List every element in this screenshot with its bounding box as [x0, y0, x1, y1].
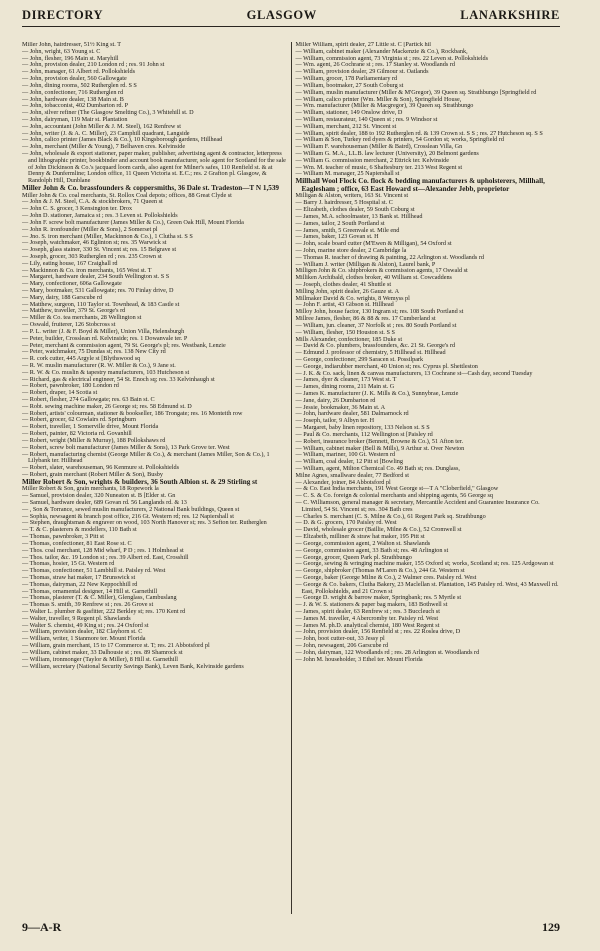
directory-entry: — Joseph, grocer, 303 Rutherglen rd ; res. 235 Crown st [22, 252, 162, 260]
directory-entry: — John, dairyman, 122 Woodlands rd ; res. 28 Arlington st. Woodlands rd [295, 648, 480, 656]
directory-entry: — John, dining rooms, 502 Rutherglen rd. S S [22, 81, 137, 89]
directory-entry: — Peter, merchant & commission agent, 79 St. George's pl; res. Westbank, Lenzie [22, 341, 226, 349]
directory-entry: — Jessie, bookmaker, 36 Main st. A [295, 403, 386, 411]
directory-entry: Milligan & Alston, writers, 163 St. Vincent st [295, 192, 409, 200]
directory-entry: — John, marine store dealer, 2 Cambridge la [295, 246, 407, 254]
directory-entry: — Robert, slater, warehouseman, 96 Kenmure st. Pollokshields [22, 464, 179, 472]
directory-entry: — James, spirit dealer, 63 Renfrew st ; res. 3 Buccleuch st [295, 608, 440, 615]
directory-entry: — John, newsagent, 206 Garscube rd [295, 642, 389, 650]
directory-entry: — William, grain merchant, 15 to 17 Commerce st. T; res. 21 Abbotsford pl [22, 642, 210, 650]
directory-entry: — William, calico printer (Wm. Miller & Son), Springfield House, [295, 95, 462, 103]
directory-entry: — John D. stationer, Jamaica st ; res. 3 Leven st. Pollokshields [22, 212, 178, 220]
directory-entry: — Peter, builder, Crosslean rd. Kelvinside; res. 1 Dowanvale ter. P [22, 334, 188, 342]
directory-entry: — R. W. muslin manufacturer (R. W. Miller & Co.), 9 Jane st. [22, 361, 176, 369]
directory-entry: — John, manager, 61 Albert rd. Pollokshields [22, 68, 136, 76]
directory-entry: — George, confectioner, 299 Saracen st. Possilpark [295, 355, 424, 363]
directory-entry: — Thomas S. smith, 39 Renfrew st ; res. 26 Grove st [22, 601, 154, 609]
directory-entry: — C. Williamson, general manager & secretary, Mercantile Accident and Guarantee Insurance Co. Limited, 54 St. Vincent st; res. 304 Bath cres [295, 499, 540, 513]
directory-entry: Miller John & Co. brassfounders & coppersmiths, 36 Dale st. Tradeston—T N 1,539 [22, 184, 280, 193]
directory-entry: — James, dining rooms, 211 Main st. G [295, 383, 395, 391]
directory-entry: — Joseph, glass stainer, 330 St. Vincent st; res. 15 Belgrave st [22, 246, 177, 254]
directory-entry: — Thos. coal merchant, 128 Mid wharf, P D ; res. 1 Holmhead st [22, 546, 184, 554]
directory-entry: — Robert, wright (Miller & Murray), 188 Pollokshaws rd [22, 436, 166, 444]
directory-entry: — William, ironmonger (Taylor & Miller), 8 Hill st. Garnethill [22, 655, 178, 663]
directory-entry: — John, confectioner, 716 Rutherglen rd [22, 88, 124, 96]
directory-entry: — Matthew, traveller, 379 St. George's rd [22, 307, 126, 315]
directory-entry: — George D. wright & barrow maker, Springbank; res. 5 Myrtle st [295, 594, 462, 602]
directory-entry: — William, provision dealer, 182 Clayhorn st. C [22, 628, 143, 636]
directory-entry: — William, restaurateur, 140 Queen st ; res. 9 Windsor st [295, 115, 438, 123]
directory-entry: — Mackinnon & Co. iron merchants, 165 West st. T [22, 266, 152, 274]
directory-entry: — J. & W. S. stationers & paper bag makers, 183 Bothwell st [295, 601, 448, 609]
left-column [22, 42, 291, 914]
directory-entry: — Mary, bootmaker, 531 Gallowgate; res. 70 Finlay drive, D [22, 287, 174, 295]
directory-entry: — Robert, pawnbroker, 180 London rd [22, 382, 119, 390]
directory-entry: — William, muslin manufacturer (Miller & M'Gregor), 39 Queen sq. Strathbungo [Springfield rd [295, 88, 537, 96]
directory-entry: — Thomas, plasterer (T. & C. Miller), Glenglass, Cambuslang [22, 594, 177, 602]
directory-entry: — James M. ph.D. analytical chemist, 180 West Regent st [295, 621, 440, 629]
directory-entry: — William F. warehouseman (Miller & Baird), Crosslean Villa, Gn [295, 143, 463, 151]
directory-entry: — John, provision dealer, 560 Gallowgate [22, 75, 127, 83]
directory-entry: — James K. manufacturer (J. K. Mills & Co.), Sunnybrae, Lenzie [295, 390, 459, 397]
directory-entry: — J. K. & Co. sack, linen & canvas manufacturers, 13 Cochrane st—Cash day, second Tuesday [295, 369, 533, 377]
directory-entry: — Robt. sewing machine maker, 26 George st; res. 58 Edmund st. D [22, 402, 192, 410]
directory-entry: — William, cabinet maker, 33 Dalhousie st ; res. 89 Shamrock st [22, 648, 183, 656]
directory-entry: — John, flesher, 196 Main st. Maryhill [22, 54, 119, 62]
directory-entry: — Samuel, provision dealer, 320 Nuneaton st. B [Elder st. Gn [22, 492, 176, 500]
directory-entry: — James, baker, 123 Govan st. H [295, 233, 379, 241]
directory-entry: — Mary, confectioner, 606a Gallowgate [22, 280, 122, 288]
columns [22, 42, 560, 914]
directory-entry: — William, spirit dealer, 188 to 192 Rutherglen rd. & 139 Crown st. S S ; res. 27 Hutcheson sq. S S [295, 129, 543, 137]
directory-entry: — John M. householder, 3 Ethel ter. Mount Florida [295, 655, 423, 663]
directory-entry: Milloy John, house factor, 130 Ingram st; res. 108 South Portland st [295, 308, 464, 316]
directory-entry: Miller William, spirit dealer, 27 Little st. C [Partick hil [295, 42, 431, 48]
directory-entry: — William, flesher, 150 Houston st. S S [295, 328, 395, 336]
directory-entry: — James, tailor, 2 South Portland st [295, 219, 385, 227]
directory-entry: — Robert, grocer, 62 Cowlairs rd. Springburn [22, 416, 137, 424]
directory-entry: — John, scale board cutter (M'Ewen & Milligan), 54 Oxford st [295, 240, 452, 248]
directory-page [22, 8, 560, 938]
directory-entry: — Thomas, dairyman, 22 New Keppochhill rd [22, 580, 138, 588]
directory-entry: — Samuel, hardware dealer, 689 Govan rd. 56 Langlands rd. & 13 [22, 499, 187, 506]
directory-entry: — Elizabeth, milliner & straw hat maker, 195 Pitt st [295, 533, 425, 541]
directory-entry: — William, merchant, 212 St. Vincent st [295, 122, 397, 130]
directory-entry: — John, silver refiner (The Glasgow Smelting Co.), 3 Whitehill st. D [22, 109, 194, 117]
directory-entry: — Lily, eating house, 167 Craighall rd [22, 259, 118, 267]
directory-entry: — William, jun. cleaner, 37 Norfolk st ; res. 80 South Portland st [295, 321, 457, 329]
directory-entry: — Robert, painter, 82 Victoria rd. Govanhill [22, 430, 132, 438]
directory-entry: — William, provision dealer, 29 Gilmour st. Oatlands [295, 68, 429, 76]
directory-entry: — Walter, traveller, 9 Regent pl. Shawlands [22, 614, 131, 622]
directory-entry: — Richard, gas & electrical engineer, 54 St. Enoch sq; res. 33 Kelvinhaugh st [22, 375, 215, 383]
directory-entry: — John, accountant (John Miller & J. M. Steel), 162 Renfrew st [22, 122, 181, 130]
directory-entry: Milne Agnes, smallware dealer, 77 Bedford st [295, 471, 410, 479]
directory-entry: — George, commission agent, 33 Bath st; res. 48 Arlington st [295, 546, 449, 554]
directory-entry: — William, agent, Milton Chemical Co. 49 Bath st; res. Dunglass, [295, 464, 460, 472]
directory-entry: — John, hardware dealer, 138 Main st. B [22, 95, 124, 103]
directory-entry: — R. W. & Co. muslin & tapestry manufacturers, 103 Hutcheson st [22, 368, 190, 376]
directory-entry: Millmaker David & Co. wrights, 8 Wemyss pl [295, 294, 410, 302]
directory-entry: — D. & G. grocers, 170 Paisley rd. West [295, 519, 397, 527]
directory-entry: — Wm. agent, 26 Cochrane st ; res. 17 Stanley st. Woodlands rd [295, 61, 455, 69]
directory-entry: — David, wholesale grocer (Baillie, Milne & Co.), 52 Cromwell st [295, 526, 462, 534]
directory-entry: — Thomas, straw hat maker, 17 Brunswick st [22, 573, 136, 581]
directory-entry: — Barry J. hairdresser, 5 Hospital st. C [295, 199, 393, 207]
directory-entry: — John & J. M. Steel, C.A. & stockbrokers, 71 Queen st [22, 198, 163, 206]
directory-entry: — Robert, flesher, 274 Gallowgate; res. 63 Bain st. C [22, 396, 155, 404]
directory-entry: — Walter S. chemist, 49 King st ; res. 24 Oxford st [22, 621, 149, 629]
directory-entry: — Edmund J. professor of chemistry, 5 Hillhead st. Hillhead [295, 349, 446, 357]
directory-entry: Milling John, spirit dealer, 26 Gauze st. A [295, 287, 400, 295]
signature-mark: 9—A-R [22, 920, 62, 934]
directory-entry: — Thomas R. teacher of drawing & painting, 22 Arlington st. Woodlands rd [295, 253, 484, 261]
directory-entry: — John, tobacconist, 402 Dumbarton rd. P [22, 102, 129, 110]
page-number: 129 [542, 920, 560, 934]
directory-entry: — Sophia, newsagent & branch post office, 216 Gt. Western rd; res. 12 Napiershall st [22, 512, 235, 520]
directory-entry: — William M. manager, 25 Napiershall st [295, 170, 400, 178]
header-left: DIRECTORY [22, 8, 104, 22]
directory-entry: — James, M.A. schoolmaster, 13 Bank st. Hillhead [295, 212, 423, 220]
directory-entry: — John, provision dealer, 210 London rd ; res. 91 John st [22, 61, 165, 69]
directory-entry: — George, indiarubber merchant, 40 Union st; res. Cyprus pl. Shettleston [295, 362, 478, 370]
directory-entry: — Thos. tailor, &c. 19 London st ; res. 39 Albert rd. East, Crosshill [22, 553, 189, 561]
page-footer [22, 920, 560, 938]
directory-entry: — Robert, manufacturing chemist (George Miller & Co.), & merchant (James Miller, Son & Co.), 1 Lilybank ter. Hillhead [22, 450, 270, 465]
directory-entry: — Elizabeth, clothes dealer, 59 South Coburg st [295, 206, 415, 214]
directory-entry: — William G. commission merchant, 2 Ettrick ter. Kelvinside [295, 156, 449, 164]
directory-entry: — John F. screw bolt manufacturer (James Miller & Co.), Green Oak Hill, Mount Florida [22, 218, 244, 226]
directory-entry: — Miller & Co. tea merchants, 28 Wellington st [22, 314, 142, 322]
directory-entry: Millree James, flesher, 86 & 88 & res. 17 Cumberland st [295, 315, 436, 323]
directory-entry: — John, calico printer (James Black & Co.), 10 Kingsborough gardens, Hillhead [22, 136, 223, 144]
directory-entry: — Robert, insurance broker (Bennett, Browne & Co.), 51 Afton ter. [295, 437, 464, 445]
directory-entry: — Thomas, pawnbroker, 3 Pitt st [22, 533, 104, 541]
directory-entry: Miller John, hairdresser, 51½ King st. T [22, 42, 121, 48]
directory-entry: — Thomas, confectioner, 51 Lambhill st. Paisley rd. West [22, 567, 166, 575]
directory-entry: — Mary, dairy, 188 Garscube rd [22, 293, 103, 301]
directory-entry: — William & Son, Turkey red dyers & printers, 54 Gordon st; works, Springfield rd [295, 136, 504, 144]
directory-entry: — James, dyer & cleaner, 173 West st. T [295, 376, 397, 384]
directory-entry: — Robert, grain merchant (Robert Miller & Son), Busby [22, 470, 163, 478]
directory-entry: — & Co. East India merchants, 191 West George st—T A "Cloberfield," Glasgow [295, 485, 499, 493]
directory-entry: — George, baker (George Milne & Co.), 2 Walmer cres. Paisley rd. West [295, 573, 477, 581]
directory-entry: — John R. ironfounder (Miller & Sons), 2 Somerset pl [22, 225, 158, 233]
directory-entry: — David & Co. plumbers, brassfounders, &c. 21 St. George's rd [295, 342, 456, 350]
directory-entry: — John, wright, 63 Young st. C [22, 47, 101, 55]
directory-entry: Millhall Wool Flock Co. flock & bedding manufacturers & upholsterers, Millhall, Eaglesham ; office, 63 East Howard st—Alexander Jebb, proprietor [295, 177, 545, 193]
directory-entry: — Jno. S. iron merchant (Miller, Mackinnon & Co.), 1 Clutha st. S S [22, 232, 193, 240]
directory-entry: — Thomas, hosier, 15 Gt. Western rd [22, 560, 115, 568]
directory-entry: — John C. S. grocer, 3 Kensington ter. Drox [22, 205, 133, 213]
directory-entry: Miller Robert & Son, grain merchants, 18 Ropework la [22, 485, 159, 493]
directory-entry: — Matthew, surgeon, 110 Taylor st. Townhead, & 183 Castle st [22, 300, 180, 308]
directory-entry: — Alexander, joiner, 84 Abbotsford pl [295, 478, 391, 486]
directory-entry: Mills Alexander, confectioner, 185 Duke st [295, 335, 403, 343]
directory-entry: — Peter, watchmaker, 75 Dundas st; res. 138 New City rd [22, 348, 166, 356]
directory-entry: — George, commission agent, 2 Walton st. Shawlands [295, 539, 431, 547]
directory-entry: — James M. traveller, 4 Abercromby ter. Paisley rd. West [295, 614, 439, 622]
directory-entry: — James, smith, 5 Greenvale st. Mile end [295, 226, 400, 234]
directory-entry: — William, stationer, 149 Onslow drive, D [295, 109, 403, 117]
directory-entry: — Joseph, tailor, 9 Albyn ter. H [295, 417, 375, 425]
directory-entry: — Charles S. merchant (C. S. Milne & Co.), 61 Regent Park sq. Strathbungo [295, 512, 486, 520]
directory-entry: — Robert, draper, 14 Scotia st [22, 389, 98, 397]
directory-entry: — William, commission agent, 73 Virginia st ; res. 22 Leven st. Pollokshields [295, 54, 489, 62]
directory-entry: — Wm. manufacturer (Miller & Macgregor), 39 Queen sq. Strathbungo [295, 102, 474, 110]
directory-entry: — William, cabinet maker (Alexander Mackenzie & Co.), Rockbank, [295, 47, 468, 55]
directory-entry: — John, wholesale & export stationer, paper maker, publisher, advertising agent & contractor, letterpress and lithographic printer, bookbinder and account book manufacturer, sole agent for Scotland for the sale of John Dickinson & Co.'s jacquard loom cards, also agent for Milner's safes, 110 Renfield st. & at Denny & Dunfermline; London office, 11 Queen Victoria st. E.C.; res. 2 Grafton pl. Glasgow, & Randolph Hill, Dunblane [22, 150, 286, 185]
directory-entry: — Robert, traveller, 1 Somerville drive, Mount Florida [22, 423, 159, 431]
directory-entry: — John, provision dealer, 156 Renfield st ; res. 22 Roslea drive, D [295, 628, 461, 636]
directory-entry: — Paul & Co. merchants, 112 Wellington st [Paisley rd [295, 430, 433, 438]
directory-entry: — P. L. writer (J. & F. Boyd & Miller), Union Villa, Helensburgh [22, 327, 185, 335]
directory-entry: — John, boot cutter-out, 33 Jessy pl [295, 635, 385, 643]
directory-entry: — Jane, dairy, 26 Dumbarton rd [295, 396, 376, 404]
directory-entry: — John, merchant (Miller & Young), 7 Belhaven cres. Kelvinside [22, 143, 186, 151]
directory-entry: — George, sewing & wringing machine maker, 155 Oxford st; works, Scotland st; res. 125 Ardgowan st [295, 560, 554, 568]
directory-entry: — Stephen, draughtsman & engraver on wood, 103 North Hanover st; res. 3 Sefton ter. Rutherglen [22, 519, 267, 527]
directory-entry: — Thomas, confectioner, 81 East Rose st. C [22, 539, 132, 547]
directory-entry: — Oswald, fruiterer, 126 Stobcross st [22, 321, 116, 329]
directory-entry: — George & Co. bakers, Clutha Bakery, 23 Maclellan st. Plantation, 145 Paisley rd. West, 43 Maxwell rd. East, Pollokshields, and 21 Crown st [295, 580, 559, 595]
directory-entry: — William, mariner, 100 Gt. Western rd [295, 451, 396, 459]
running-header [22, 8, 560, 27]
directory-entry: — Walter L. plumber & gasfitter, 222 Berkley st; res. 170 Kent rd [22, 608, 186, 615]
directory-entry: — John, hardware dealer, 581 Dalmarnock rd [295, 410, 409, 418]
directory-entry: Milligen John & Co. shipbrokers & commission agents, 17 Oswald st [295, 267, 468, 275]
directory-entry: — T. & C. plasterers & modellers, 110 Bath st [22, 526, 137, 534]
directory-entry: — Robert, screw bolt manufacturer (James Miller & Sons), 13 Park Grove ter. West [22, 443, 230, 451]
directory-entry: — C. S. & Co. foreign & colonial merchants and shipping agents, 56 George sq [295, 492, 494, 500]
directory-entry: — Joseph, watchmaker, 46 Eglinton st; res. 35 Warwick st [22, 239, 167, 247]
directory-entry: — William J. writer (Milligan & Alston), Laurel bank, P [295, 260, 436, 268]
directory-entry: — William, writer, 1 Stanmore ter. Mount Florida [22, 635, 146, 643]
directory-entry: — John, writer (J. & A. C. Miller), 23 Camphill quadrant, Langside [22, 129, 190, 137]
directory-entry: — William, secretary (National Security Savings Bank), Leven Bank, Kelvinside gardens [22, 662, 244, 670]
directory-entry: — Margaret, baby linen repository, 133 Nelson st. S S [295, 424, 430, 432]
directory-entry: — John F. artist, 43 Gibson st. Hillhead [295, 301, 394, 309]
directory-entry: — George, grocer, Queen Park pl. Strathbungo [295, 553, 412, 561]
header-right: LANARKSHIRE [460, 8, 560, 22]
directory-entry: — William, grocer, 178 Parliamentary rd [295, 75, 398, 83]
directory-entry: — Robert, artists' colourman, stationer & bookseller, 186 Trongate; res. 16 Monteith row [22, 409, 243, 417]
directory-entry: — Thomas, ornamental designer, 14 Hill st. Garnethill [22, 587, 158, 595]
directory-entry: — William G. M.A., LL.B. law lecturer (University), 20 Belmont gardens [295, 150, 479, 157]
directory-entry: — John, dairyman, 119 Mair st. Plantation [22, 115, 128, 123]
directory-entry: — R. cork cutter, 445 Argyle st [Blythswood sq [22, 355, 141, 363]
directory-entry: — George, shipbroker (Thomas M'Laren & Co.), 244 Gt. Western st [295, 567, 465, 575]
directory-entry: Miller John & Co. coal merchants, St. Rollox Coal depots; offices, 88 Great Clyde st [22, 191, 232, 199]
header-center: GLASGOW [246, 8, 317, 22]
directory-entry: Milliken Archibald, clothes broker, 40 William st. Cowcaddens [295, 274, 452, 282]
directory-entry: — , Son & Torrance, sewed muslin manufacturers, 2 National Bank buildings, Queen st [22, 505, 240, 513]
directory-entry: Miller Robert & Son, wrights & builders, 36 South Albion st. & 29 Stirling st [22, 477, 258, 486]
right-column [292, 42, 561, 914]
directory-entry: — Margaret, hardware dealer, 234 South Wellington st. S S [22, 273, 170, 281]
directory-entry: — William, bootmaker, 27 South Coburg st [295, 81, 404, 89]
directory-entry: — Joseph, clothes dealer, 41 Shuttle st [295, 281, 392, 288]
directory-entry: — William, coal dealer, 12 Pitt st [Bowling [295, 458, 403, 466]
directory-entry: — William, cabinet maker (Bell & Mills), 9 Arthur st. Over Newton [295, 444, 465, 452]
directory-entry: — Wm. M. teacher of music, 6 Shaftesbury ter. 213 West Regent st [295, 163, 463, 171]
